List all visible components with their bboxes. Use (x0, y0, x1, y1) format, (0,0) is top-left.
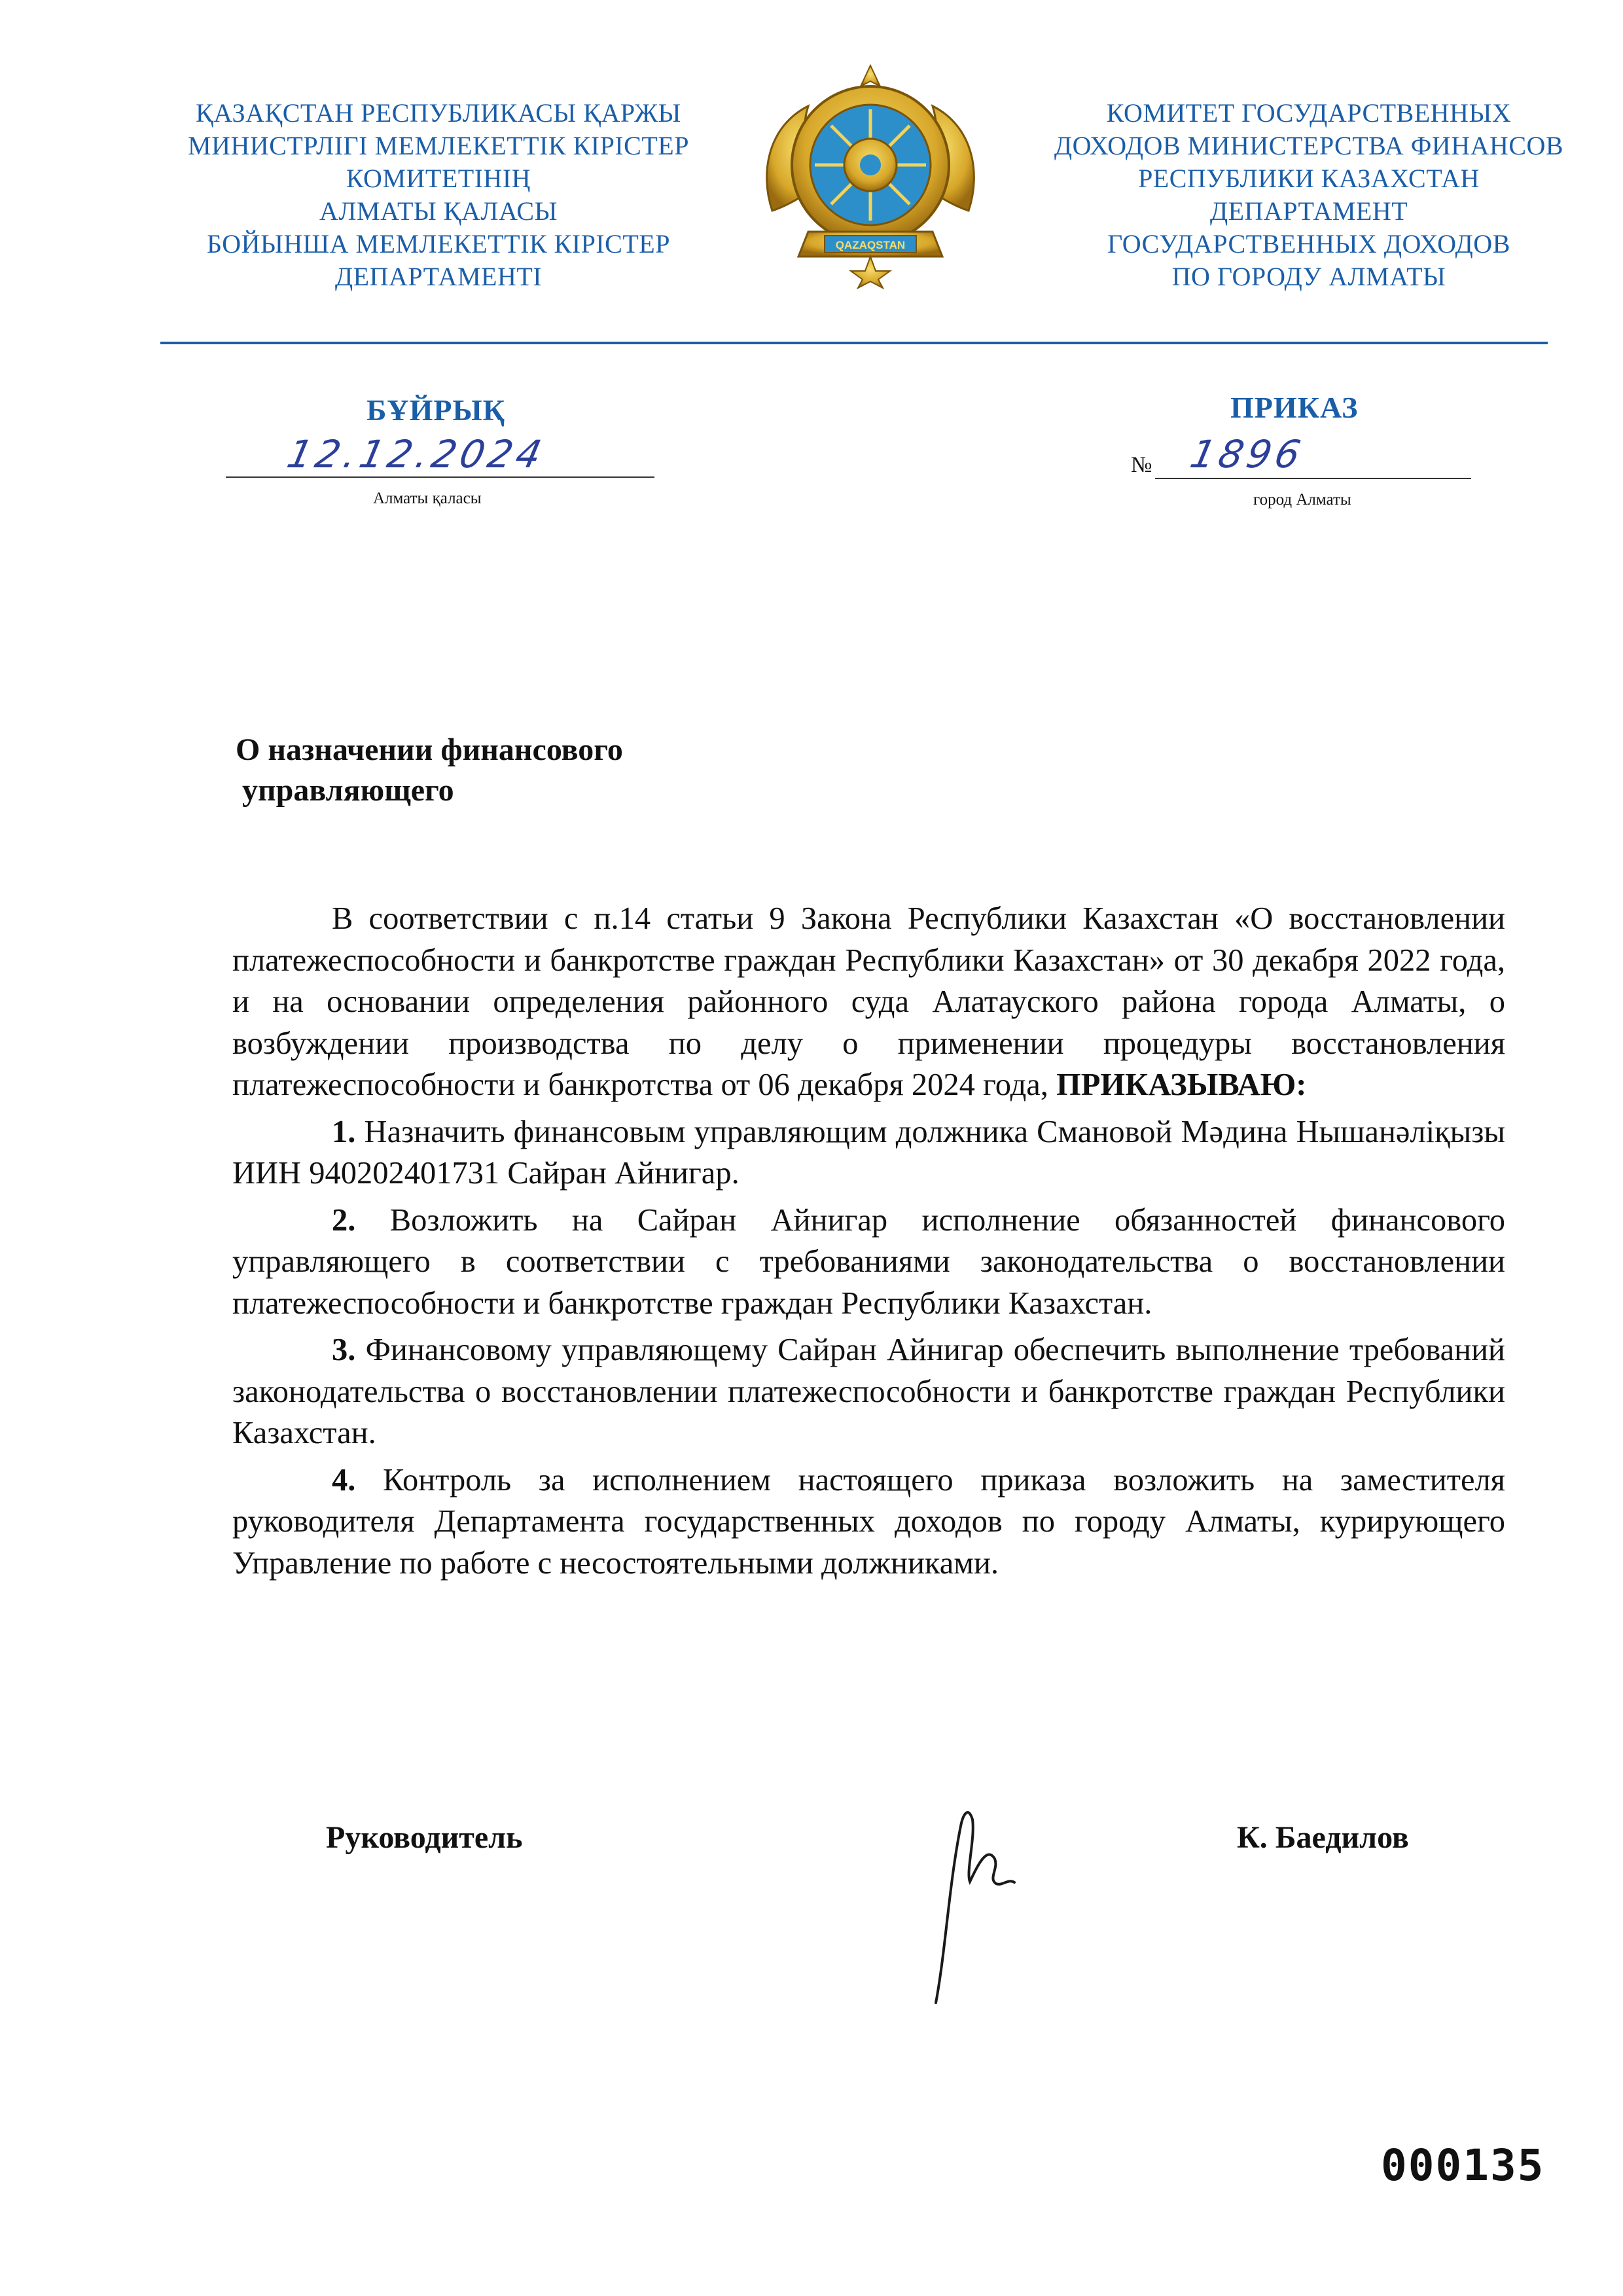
serial-number: 000135 (1381, 2140, 1545, 2191)
number-underline (1155, 478, 1471, 479)
place-kazakh: Алматы қаласы (373, 490, 482, 507)
date-underline (226, 476, 654, 478)
header-kz-line: КОМИТЕТІНІҢ (346, 164, 531, 193)
svg-text:QAZAQSTAN: QAZAQSTAN (835, 239, 906, 251)
header-kz-line: МИНИСТРЛІГІ МЕМЛЕКЕТТІК КІРІСТЕР (188, 131, 689, 160)
order-item-number: 1. (332, 1114, 356, 1149)
order-item-text: Назначить финансовым управляющим должника Смановой Мәдина Нышанәліқызы ИИН 940202401731 Сайран Айнигар. (232, 1114, 1505, 1191)
header-russian (982, 97, 1623, 293)
place-russian: город Алматы (1253, 491, 1351, 509)
order-item-number: 4. (332, 1462, 356, 1498)
order-item-number: 3. (332, 1333, 356, 1367)
handwritten-signature (910, 1767, 1041, 2016)
header-kazakh (131, 97, 746, 293)
order-item (232, 1200, 1505, 1325)
header-kz-line: АЛМАТЫ ҚАЛАСЫ (319, 196, 558, 226)
header-kz-line: БОЙЫНША МЕМЛЕКЕТТІК КІРІСТЕР (207, 229, 670, 259)
order-item-text: Финансовому управляющему Сайран Айнигар обеспечить выполнение требований законодательства о восстановлении платежеспособности и банкротстве граждан Республики Казахстан. (232, 1333, 1506, 1450)
intro-text: В соответствии с п.14 статьи 9 Закона Республики Казахстан «О восстановлении платежеспособности и банкротстве граждан Республики Казахстан» от 30 декабря 2022 года, и на основании определения районного суда Алатауского района города Алматы, о возбуждении производства по делу о применении процедуры восстановления платежеспособности и банкротства от 06 декабря 2024 года, (232, 901, 1505, 1102)
doc-type-russian: ПРИКАЗ (1230, 391, 1359, 424)
order-body (232, 898, 1505, 1584)
header-ru-line: РЕСПУБЛИКИ КАЗАХСТАН (1138, 164, 1480, 193)
doc-type-kazakh: БҰЙРЫҚ (366, 393, 506, 427)
signatory-role: Руководитель (326, 1820, 523, 1855)
header-ru-line: КОМИТЕТ ГОСУДАРСТВЕННЫХ (1106, 98, 1512, 128)
order-item (232, 1111, 1505, 1194)
order-word: ПРИКАЗЫВАЮ: (1056, 1067, 1307, 1102)
subject-line-2: управляющего (242, 773, 454, 808)
header-kz-line: ҚАЗАҚСТАН РЕСПУБЛИКАСЫ ҚАРЖЫ (196, 98, 681, 128)
order-item-text: Контроль за исполнением настоящего приказа возложить на заместителя руководителя Департамента государственных доходов по городу Алматы, курирующего Управление по работе с несостоятельными должниками. (232, 1462, 1505, 1581)
order-item-number: 2. (332, 1202, 356, 1238)
header-ru-line: ДОХОДОВ МИНИСТЕРСТВА ФИНАНСОВ (1054, 131, 1564, 160)
subject-line-1: О назначении финансового (236, 732, 623, 767)
order-item (232, 1460, 1505, 1585)
header-kz-line: ДЕПАРТАМЕНТІ (334, 262, 543, 291)
handwritten-order-number: 1896 (1186, 432, 1308, 476)
order-item-text: Возложить на Сайран Айнигар исполнение обязанностей финансового управляющего в соответствии с требованиями законодательства о восстановлении платежеспособности и банкротстве граждан Республики Казахстан. (232, 1202, 1506, 1321)
intro-paragraph (232, 898, 1505, 1106)
number-sign: № (1131, 453, 1152, 477)
header-ru-line: ДЕПАРТАМЕНТ (1209, 196, 1408, 226)
handwritten-date: 12.12.2024 (283, 432, 550, 476)
header-ru-line: ПО ГОРОДУ АЛМАТЫ (1171, 262, 1446, 291)
signatory-name: К. Баедилов (1237, 1820, 1409, 1855)
state-emblem-icon (746, 60, 995, 289)
order-item (232, 1329, 1505, 1454)
header-ru-line: ГОСУДАРСТВЕННЫХ ДОХОДОВ (1107, 229, 1510, 259)
header-divider (160, 342, 1548, 344)
